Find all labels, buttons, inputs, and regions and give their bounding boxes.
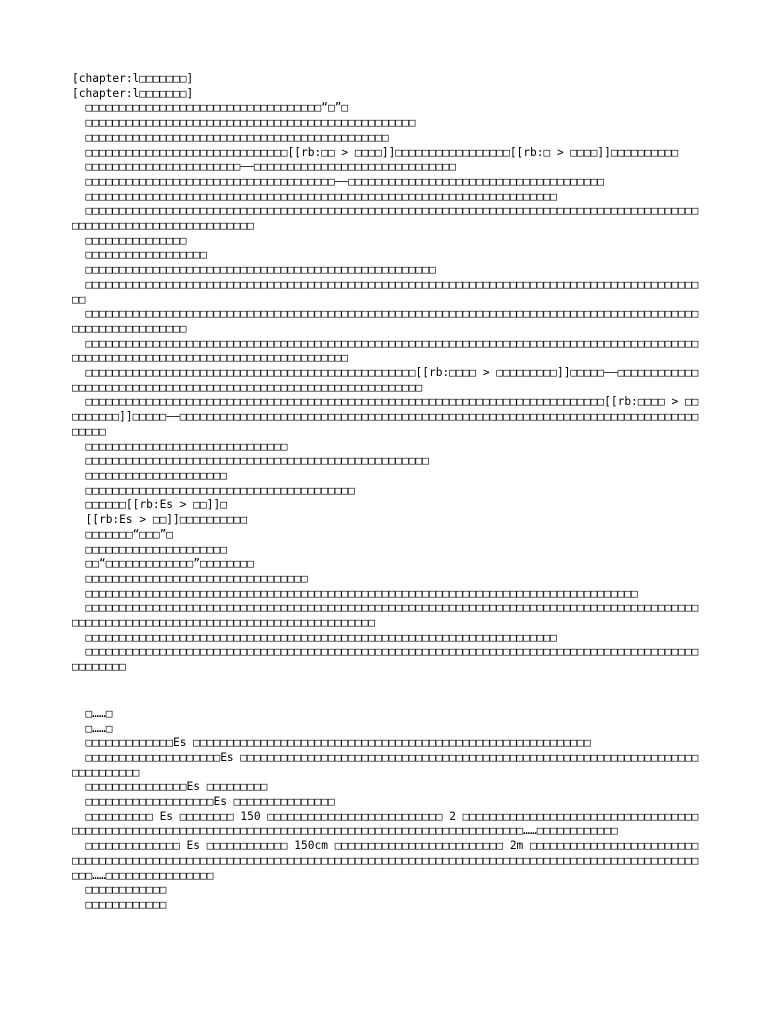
paragraph-line: □□□□□□□□□□□□□□□□□□□□□□□□□□□□□□□□□□□□□□□□□□□□□□□□□□□□□□□□□□□□□□□□□□□□□□□□□□□□□□□□□□□□□□□□□□□□□□□□□□□□□□□□□□□□ bbox=[72, 307, 699, 335]
paragraph-line: □□□□□□□“□□□”□ bbox=[72, 527, 174, 541]
paragraph-line: □□□□□□□□□□□□□□□□□□□□□□□——□□□□□□□□□□□□□□□□□□□□□□□□□□□□□□ bbox=[72, 160, 456, 174]
paragraph-line: □□□□□□□□□□□□□□□□□□□Es □□□□□□□□□□□□□□□ bbox=[72, 795, 335, 809]
paragraph-line: □□“□□□□□□□□□□□□□”□□□□□□□□ bbox=[72, 557, 254, 571]
paragraph-line: □□□□□□□□□□□□□□□□□□□□□ bbox=[72, 542, 227, 556]
chapter-header-block bbox=[72, 72, 704, 101]
paragraph-line: □□□□□□□□□□□□□□□□□□□□□□□□□□□□□□□□□ bbox=[72, 571, 308, 585]
section-spacer bbox=[72, 675, 704, 707]
paragraph-line: □□□□□□□□□□□□□□□□□□□□□□□□□□□□□□□□□□□□□□□□□□□□□□□□□□□ bbox=[72, 454, 429, 468]
text-section-1 bbox=[72, 101, 704, 674]
paragraph-line: □□□□□□□□□□□□□□□□□□□□□□□□□□□□□□□□□□□□□□□□□□□□□□□□□[[rb:□□□□ > □□□□□□□□□]]□□□□□——□□□□□□□□□□□□□□□□□□□□□□□□□□□□□□□□□□□□□□□□□□□□□□□□□□□□□□□□□□□□□□□□ bbox=[72, 366, 699, 394]
paragraph-line: □□□□□□□□□□□□□□□□□□□□□□□□□□□□□□□□□□□□□□□□□□□□□□□□□□□□□□□□□□□□□□□□□□□□□□□□□□□□□[[rb:□□□□ > □□□□□□□□□]]□□□□□——□□□□□□□□□□□□□□□□□□□□□□□□□□□□□□□□□□□□□□□□□□□□□□□□□□□□□□□□□□□□□□□□□□□□□□□□□□□□□□□□□□ bbox=[72, 395, 699, 438]
paragraph-line: [[rb:Es > □□]]□□□□□□□□□□ bbox=[72, 513, 248, 527]
paragraph-line: □□□□□□□□□□□□□□ Es □□□□□□□□□□□□ 150cm □□□□□□□□□□□□□□□□□□□□□□□□□ 2m □□□□□□□□□□□□□□□□□□□□□□□□□□□□□□□□□□□□□□□□□□□□□□□□□□□□□□□□□□□□□□□□□□□□□□□□□□□□□□□□□□□□□□□□□□□□□□□□□□□□□□□□□□□□□□□□□□□□□□□□□……□□□□□□□□□□□□□□□□ bbox=[72, 839, 699, 882]
paragraph-line: □□□□□□□□□□□□□□□□□□□□□□□□□□□□□□ bbox=[72, 439, 288, 453]
paragraph-line: □□□□□□□□□□□□ bbox=[72, 883, 167, 897]
paragraph-line: □□□□□□□□□□□□□Es □□□□□□□□□□□□□□□□□□□□□□□□□□□□□□□□□□□□□□□□□□□□□□□□□□□□□□□□□□□ bbox=[72, 736, 591, 750]
paragraph-line: □□□□□□□□□□□□□□□□□□□□□□□□□□□□□□□□□□□“□”□ bbox=[72, 101, 349, 115]
paragraph-line: □□□□□□□□□□ Es □□□□□□□□ 150 □□□□□□□□□□□□□□□□□□□□□□□□□□ 2 □□□□□□□□□□□□□□□□□□□□□□□□□□□□□□□□□□□□□□□□□□□□□□□□□□□□□□□□□□□□□□□□□□□□□□□□□□□□□□□□□□□□□□□□□□□□□□□□□□□□□□……□□□□□□□□□□□□ bbox=[72, 809, 699, 838]
paragraph-line: □□□□□□[[rb:Es > □□]]□ bbox=[72, 498, 227, 512]
paragraph-line: □□□□□□□□□□□□□□□□□□□□□□□□□□□□□□□□□□□□□□□□□□□□□□□□□□□□□□□□□□□□□□□□□□□□□□□□□□□□□□□□□□□□□□□□□□□□□□□□□□□□□□□□□□□□□□□□□□□□□□□□□□□□□□□□□□□□ bbox=[72, 336, 699, 365]
chapter-tag-line: [chapter:l□□□□□□□] bbox=[72, 86, 194, 100]
paragraph-line: □□□□□□□□□□□□□□□□□□□□□ bbox=[72, 468, 227, 482]
paragraph-line: □……□ bbox=[72, 706, 113, 720]
chapter-tag-line: [chapter:l□□□□□□□] bbox=[72, 72, 194, 85]
paragraph-line: □□□□□□□□□□□□ bbox=[72, 897, 167, 911]
paragraph-line: □□□□□□□□□□□□□□□□□□□□□□□□□□□□□□□□□□□□□□□□□□□□□□□□□□□□□□□□□□□□□□□□□□□□□□ bbox=[72, 630, 557, 644]
paragraph-line: □□□□□□□□□□□□□□□□□□□□□□□□□□□□□□□□□□□□□——□□□□□□□□□□□□□□□□□□□□□□□□□□□□□□□□□□□□□□ bbox=[72, 174, 605, 188]
paragraph-line: □□□□□□□□□□□□□□□□□□□□□□□□□□□□□□□□□□□□□□□□□□□□□ bbox=[72, 130, 389, 144]
paragraph-line: □□□□□□□□□□□□□□□□□□□□□□□□□□□□□□[[rb:□□ > □□□□]]□□□□□□□□□□□□□□□□□[[rb:□ > □□□□]]□□□□□□□□□□ bbox=[72, 145, 679, 159]
document-body bbox=[72, 72, 704, 913]
paragraph-line: □□□□□□□□□□□□□□□□□□□□□□□□□□□□□□□□□□□□□□□□□□□□□□□□□□□□□□□□□□□□□□□□□□□□□□□□□□□□□□□□□□□□□□□□□□□□□□□□□□□ bbox=[72, 645, 699, 674]
paragraph-line: □□□□□□□□□□□□□□□Es □□□□□□□□□ bbox=[72, 780, 268, 794]
paragraph-line: □□□□□□□□□□□□□□□□□□□□□□□□□□□□□□□□□□□□□□□□□□□□□□□□□□□□□□□□□□□□□□□□□□□□□□□□□□□□□□□□□□□□□□□□□□□□□ bbox=[72, 277, 699, 306]
paragraph-line: □□□□□□□□□□□□□□□□□□□□□□□□□□□□□□□□□□□□□□□□□□□□□□□□□□□□□□□□□□□□□□□□□□□□□□□□□□□□□□□□□□□□□□□□□□□□□□□□□□□□□□□□□□□□□□□□□□□□□□□□□□□□□□□□□□□□□□□□ bbox=[72, 601, 699, 630]
paragraph-line: □□□□□□□□□□□□□□□□□□□□Es □□□□□□□□□□□□□□□□□□□□□□□□□□□□□□□□□□□□□□□□□□□□□□□□□□□□□□□□□□□□□□□□□□□□□□□□□□□□□□ bbox=[72, 750, 699, 779]
paragraph-line: □□□□□□□□□□□□□□□□□□ bbox=[72, 248, 207, 262]
paragraph-line: □□□□□□□□□□□□□□□□□□□□□□□□□□□□□□□□□□□□□□□□□□□□□□□□□□□□ bbox=[72, 263, 436, 277]
paragraph-line: □□□□□□□□□□□□□□□□□□□□□□□□□□□□□□□□□□□□□□□□ bbox=[72, 483, 355, 497]
paragraph-line: □……□ bbox=[72, 721, 113, 735]
paragraph-line: □□□□□□□□□□□□□□□ bbox=[72, 233, 187, 247]
text-section-2 bbox=[72, 707, 704, 913]
paragraph-line: □□□□□□□□□□□□□□□□□□□□□□□□□□□□□□□□□□□□□□□□□□□□□□□□□ bbox=[72, 116, 416, 130]
paragraph-line: □□□□□□□□□□□□□□□□□□□□□□□□□□□□□□□□□□□□□□□□□□□□□□□□□□□□□□□□□□□□□□□□□□□□□□□□□□□□□□□□□□ bbox=[72, 586, 638, 600]
paragraph-line: □□□□□□□□□□□□□□□□□□□□□□□□□□□□□□□□□□□□□□□□□□□□□□□□□□□□□□□□□□□□□□□□□□□□□□□□□□□□□□□□□□□□□□□□□□□□□□□□□□□□□□□□□□□□□□□□□□□□□□ bbox=[72, 204, 699, 233]
paragraph-line: □□□□□□□□□□□□□□□□□□□□□□□□□□□□□□□□□□□□□□□□□□□□□□□□□□□□□□□□□□□□□□□□□□□□□□ bbox=[72, 189, 557, 203]
